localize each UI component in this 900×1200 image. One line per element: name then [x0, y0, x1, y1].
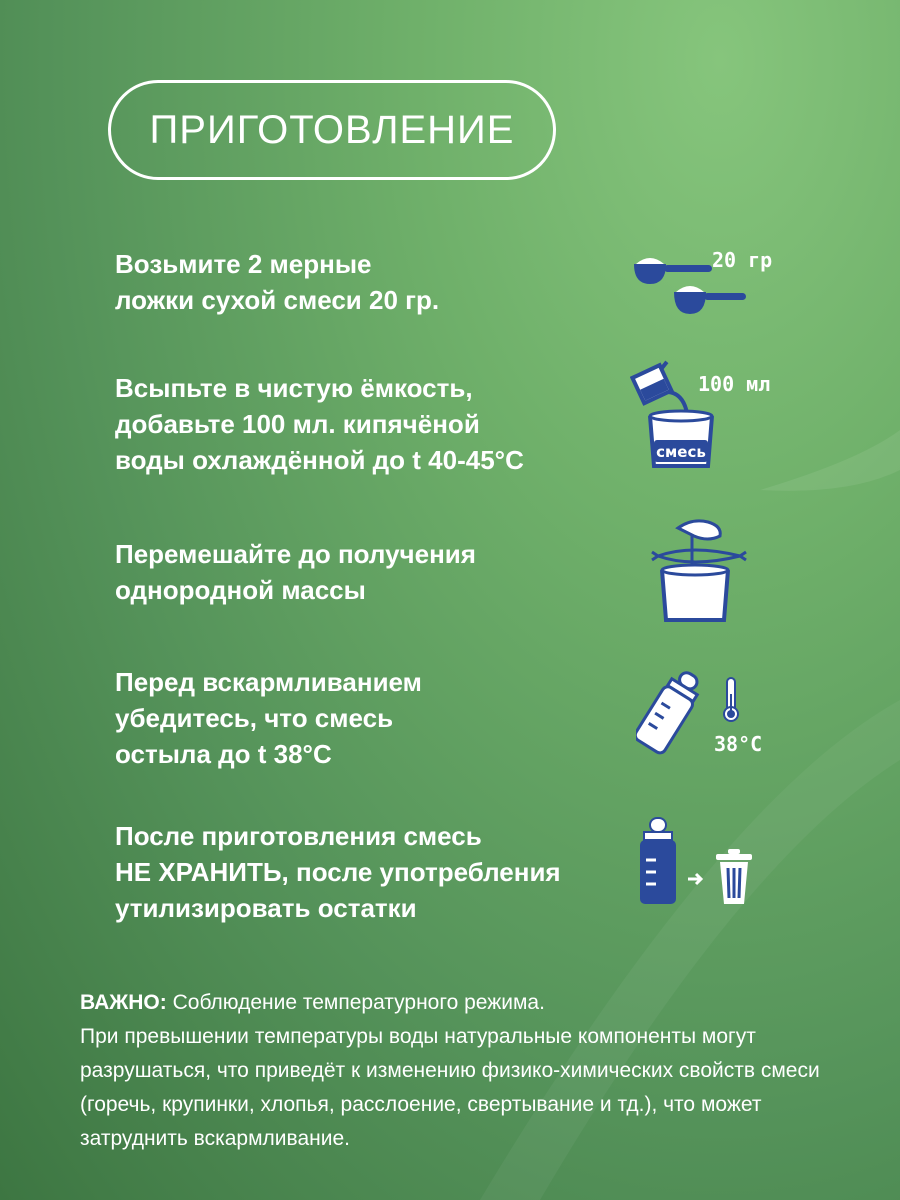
important-first-line: Соблюдение температурного режима.: [166, 991, 545, 1014]
water-volume-label: 100 мл: [698, 372, 771, 396]
cup-label: смесь: [656, 443, 706, 461]
temperature-label: 38°C: [714, 732, 763, 756]
important-note: [80, 986, 860, 1156]
step-4-text: Перед вскармливанием убедитесь, что смесь остыла до t 38°C: [115, 667, 422, 769]
scoop-weight-label: 20 гр: [712, 248, 773, 272]
page-title: ПРИГОТОВЛЕНИЕ: [149, 107, 515, 152]
step-5-text: После приготовления смесь НЕ ХРАНИТЬ, после употребления утилизировать остатки: [115, 821, 561, 923]
title-pill: [108, 80, 556, 180]
important-label: ВАЖНО:: [80, 991, 167, 1014]
step-1-text: Возьмите 2 мерные ложки сухой смеси 20 гр.: [115, 249, 440, 315]
important-body: При превышении температуры воды натуральные компоненты могут разрушаться, что приведёт к изменению физико-химических свойств смеси (горечь, крупинки, хлопья, расслоение, свертывание и тд.), что может затруднить вскармливание.: [80, 1025, 820, 1150]
arrow-right-icon: [688, 874, 701, 884]
stir-icon: [648, 514, 750, 626]
step-2-text: Всыпьте в чистую ёмкость, добавьте 100 мл. кипячёной воды охлаждённой до t 40-45°C: [115, 373, 524, 475]
step-3-text: Перемешайте до получения однородной массы: [115, 539, 476, 605]
bottle-trash-icon: [636, 816, 758, 908]
